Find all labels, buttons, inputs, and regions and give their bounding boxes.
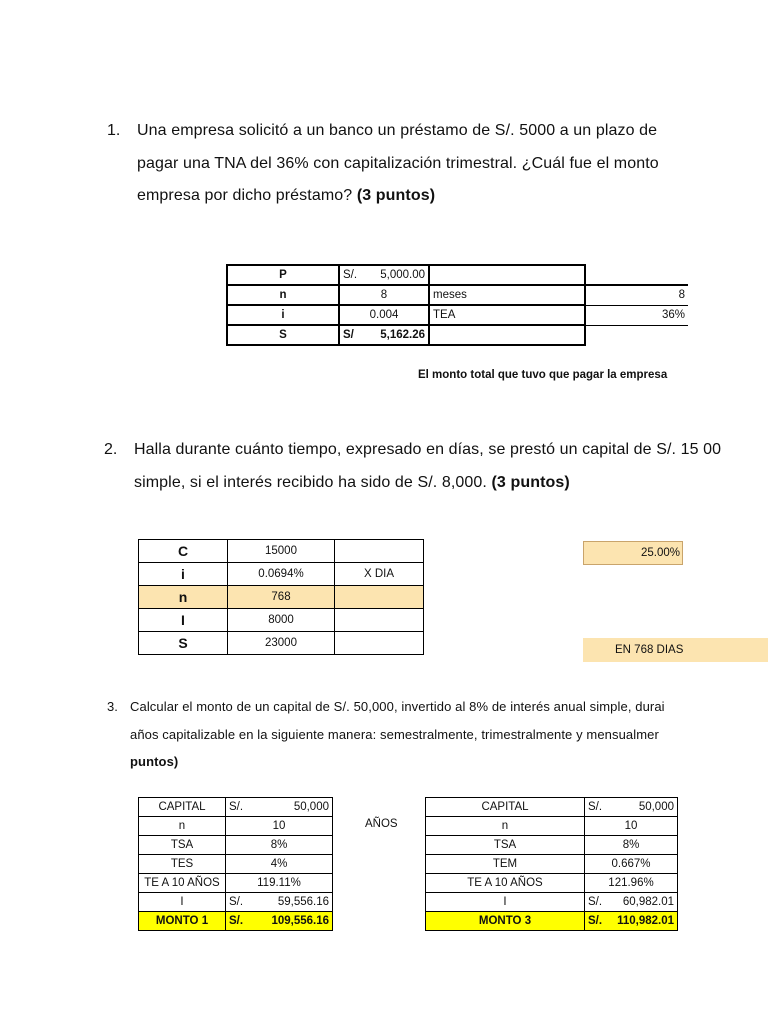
q1-extra-i: 36% — [585, 305, 688, 325]
table-row — [426, 874, 678, 893]
q3-table-left — [138, 797, 333, 931]
q3l-label-4: TE A 10 AÑOS — [139, 874, 226, 893]
q1-unit-p — [429, 265, 585, 285]
q3r-cell-5 — [585, 893, 678, 912]
table-row — [139, 798, 333, 817]
q2-value-c: 15000 — [228, 540, 335, 563]
q1-table — [226, 264, 688, 346]
q1-unit-i: TEA — [429, 305, 585, 325]
currency: S/. — [229, 801, 244, 813]
question-2-line-2 — [134, 474, 694, 492]
q1-label-p: P — [227, 265, 339, 285]
value: 5,162.26 — [380, 329, 425, 341]
q3r-cell-6 — [585, 912, 678, 931]
q2-note-I — [335, 609, 424, 632]
q2-note-i: X DIA — [335, 563, 424, 586]
q3r-value-4: 121.96% — [585, 874, 678, 893]
q3l-value-4: 119.11% — [226, 874, 333, 893]
question-3-number: 3. — [107, 699, 118, 714]
q1-extra-p — [585, 265, 688, 285]
q3l-cell-0 — [226, 798, 333, 817]
q2-value-s: 23000 — [228, 632, 335, 655]
q1-extra-n: 8 — [585, 285, 688, 305]
q1-extra-s — [585, 325, 688, 345]
question-2-text: simple, si el interés recibido ha sido de S/. 8,000. — [134, 474, 487, 491]
q3l-label-5: I — [139, 893, 226, 912]
question-1-line-2: pagar una TNA del 36% con capitalización trimestral. ¿Cuál fue el monto — [137, 155, 659, 172]
q2-note-s — [335, 632, 424, 655]
question-3-points: puntos) — [130, 754, 179, 769]
table-row — [139, 912, 333, 931]
q3l-label-2: TSA — [139, 836, 226, 855]
question-1-line-1: Una empresa solicitó a un banco un préstamo de S/. 5000 a un plazo de — [137, 122, 658, 139]
value: 50,000 — [293, 801, 329, 813]
currency: S/. — [588, 896, 603, 908]
table-row — [139, 586, 424, 609]
q2-value-n: 768 — [228, 586, 335, 609]
currency: S/ — [343, 329, 354, 341]
q1-unit-s — [429, 325, 585, 345]
value: 5,000.00 — [380, 269, 425, 281]
question-3-line-2: años capitalizable en la siguiente manera: semestralmente, trimestralmente y mensualmer — [130, 727, 659, 742]
q1-unit-n: meses — [429, 285, 585, 305]
q3r-label-3: TEM — [426, 855, 585, 874]
q2-label-n: n — [139, 586, 228, 609]
q1-cell-s — [339, 325, 429, 345]
q3r-cell-0 — [585, 798, 678, 817]
q3r-label-4: TE A 10 AÑOS — [426, 874, 585, 893]
currency: S/. — [229, 915, 244, 927]
table-row — [139, 836, 333, 855]
q2-value-I: 8000 — [228, 609, 335, 632]
q3-table-right — [425, 797, 678, 931]
q1-value-n: 8 — [339, 285, 429, 305]
q3r-value-3: 0.667% — [585, 855, 678, 874]
q1-label-n: n — [227, 285, 339, 305]
q2-rate-box: 25.00% — [583, 541, 683, 565]
question-1-points: (3 puntos) — [356, 187, 436, 204]
table-row — [139, 540, 424, 563]
currency: S/. — [588, 915, 603, 927]
q3l-value-2: 8% — [226, 836, 333, 855]
q3r-label-6: MONTO 3 — [426, 912, 585, 931]
q2-note-c — [335, 540, 424, 563]
question-2-number: 2. — [104, 441, 118, 458]
q2-label-i: i — [139, 563, 228, 586]
q1-label-s: S — [227, 325, 339, 345]
q3-years-label: AÑOS — [365, 818, 398, 830]
table-row — [227, 265, 688, 285]
value: 109,556.16 — [271, 915, 329, 927]
value: 60,982.01 — [622, 896, 674, 908]
table-row — [139, 855, 333, 874]
table-row — [227, 305, 688, 325]
q2-note-n — [335, 586, 424, 609]
value: 50,000 — [638, 801, 674, 813]
q2-answer-box: EN 768 DIAS — [583, 638, 768, 662]
table-row — [139, 817, 333, 836]
question-2-points: (3 puntos) — [491, 474, 570, 491]
q1-label-i: i — [227, 305, 339, 325]
table-row — [139, 893, 333, 912]
question-1-number: 1. — [107, 122, 121, 139]
table-row — [426, 817, 678, 836]
value: 59,556.16 — [277, 896, 329, 908]
table-row — [426, 855, 678, 874]
q3l-cell-5 — [226, 893, 333, 912]
table-row — [139, 632, 424, 655]
currency: S/. — [588, 801, 603, 813]
question-1-text: empresa por dicho préstamo? — [137, 187, 353, 204]
table-row — [139, 563, 424, 586]
q3l-value-1: 10 — [226, 817, 333, 836]
q3l-label-3: TES — [139, 855, 226, 874]
table-row — [426, 798, 678, 817]
q3l-label-6: MONTO 1 — [139, 912, 226, 931]
q1-value-i: 0.004 — [339, 305, 429, 325]
currency: S/. — [343, 269, 358, 281]
q3r-label-2: TSA — [426, 836, 585, 855]
q3r-label-0: CAPITAL — [426, 798, 585, 817]
q2-label-s: S — [139, 632, 228, 655]
table-row — [426, 893, 678, 912]
q3r-value-2: 8% — [585, 836, 678, 855]
q2-label-c: C — [139, 540, 228, 563]
table-row — [426, 912, 678, 931]
question-2-line-1: Halla durante cuánto tiempo, expresado en días, se prestó un capital de S/. 15 00 — [134, 441, 722, 458]
question-1-line-3 — [137, 187, 637, 205]
question-3-line-1: Calcular el monto de un capital de S/. 50,000, invertido al 8% de interés anual simple, durai — [130, 699, 665, 714]
q3r-label-1: n — [426, 817, 585, 836]
table-row — [227, 325, 688, 345]
q3r-value-1: 10 — [585, 817, 678, 836]
table-row — [139, 609, 424, 632]
q3l-label-1: n — [139, 817, 226, 836]
q2-label-I: I — [139, 609, 228, 632]
q3l-label-0: CAPITAL — [139, 798, 226, 817]
currency: S/. — [229, 896, 244, 908]
q1-conclusion: El monto total que tuvo que pagar la empresa — [418, 369, 668, 381]
q2-table — [138, 539, 424, 655]
value: 110,982.01 — [617, 915, 674, 927]
table-row — [227, 285, 688, 305]
q2-value-i: 0.0694% — [228, 563, 335, 586]
q3r-label-5: I — [426, 893, 585, 912]
q1-cell-p — [339, 265, 429, 285]
q3l-value-3: 4% — [226, 855, 333, 874]
table-row — [426, 836, 678, 855]
q3l-cell-6 — [226, 912, 333, 931]
table-row — [139, 874, 333, 893]
